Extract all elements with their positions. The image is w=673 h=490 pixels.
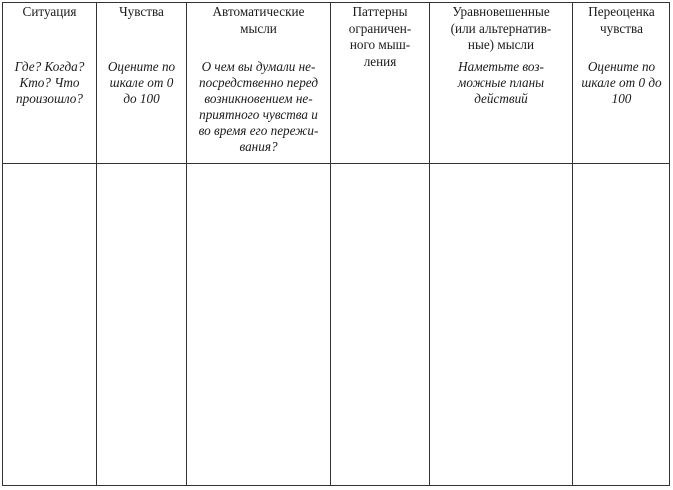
column-header-feeling-reassessment bbox=[573, 4, 670, 106]
column-title: Переоценка чувства bbox=[588, 4, 655, 36]
column-title: Уравновешенные (или альтернатив- ные) мысли bbox=[450, 4, 552, 52]
column-title: Чувства bbox=[119, 4, 164, 19]
column-title: Паттерны ограничен- ного мыш- ления bbox=[348, 4, 412, 69]
column-header-situation bbox=[3, 4, 96, 106]
column-header-feelings bbox=[97, 4, 186, 106]
column-header-balanced-thoughts bbox=[430, 4, 572, 106]
entry-cell-feeling-reassessment bbox=[573, 165, 669, 485]
column-header-thinking-patterns bbox=[331, 4, 429, 70]
column-hint: Где? Когда? Кто? Что произошло? bbox=[14, 59, 85, 106]
column-hint: Наметьте воз- можные планы действий bbox=[457, 59, 545, 106]
column-hint: Оцените по шкале от 0 до 100 bbox=[581, 59, 662, 106]
entry-cell-automatic-thoughts bbox=[187, 165, 330, 485]
entry-cell-balanced-thoughts bbox=[430, 165, 572, 485]
column-title: Ситуация bbox=[22, 4, 77, 19]
entry-cell-thinking-patterns bbox=[331, 165, 429, 485]
column-hint: О чем вы думали не- посредственно перед возникновением не- приятного чувства и во время его пережи- вания? bbox=[198, 59, 319, 154]
entry-cell-feelings bbox=[97, 165, 186, 485]
column-hint: Оцените по шкале от 0 до 100 bbox=[107, 59, 176, 106]
column-title: Автоматические мысли bbox=[212, 4, 305, 36]
header-separator bbox=[2, 163, 670, 164]
entry-cell-situation bbox=[3, 165, 96, 485]
column-header-automatic-thoughts bbox=[187, 4, 330, 154]
